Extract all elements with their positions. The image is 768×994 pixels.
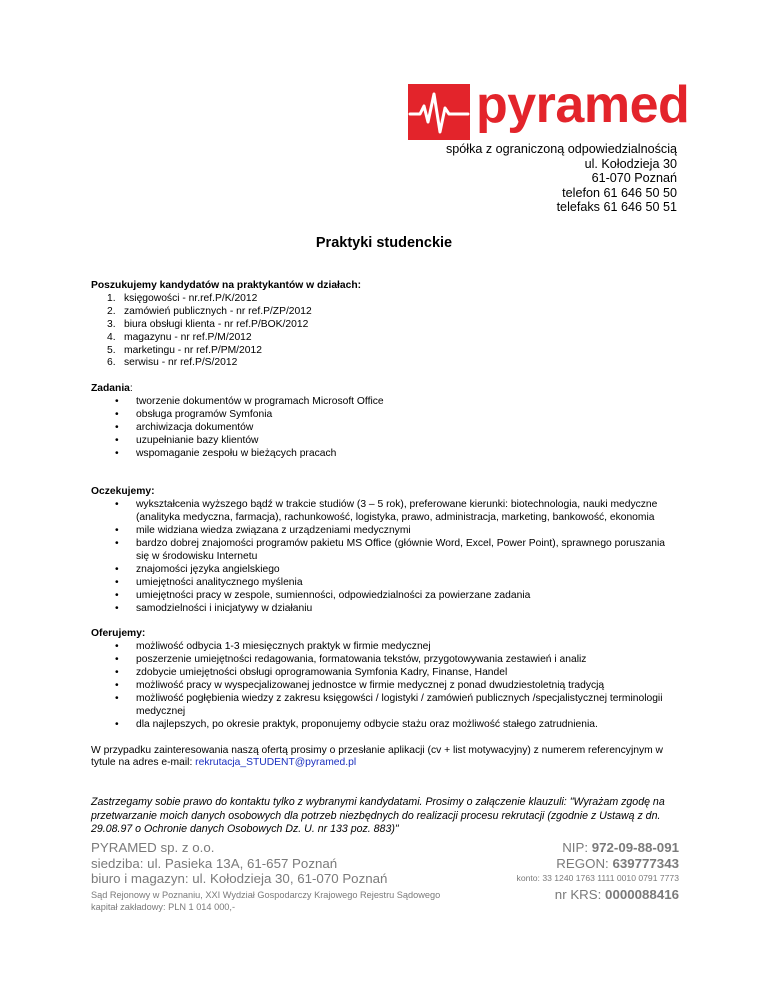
list-item-text: tworzenie dokumentów w programach Microsoft Office — [136, 396, 384, 408]
logo-text: pyramed — [476, 76, 690, 134]
list-item: • umiejętności pracy w zespole, sumienności, odpowiedzialności za powierzane zadania — [115, 589, 531, 601]
list-item — [91, 306, 681, 319]
footer-biuro: biuro i magazyn: ul. Kołodzieja 30, 61-070 Poznań — [91, 871, 388, 886]
list-item: • możliwość odbycia 1-3 miesięcznych praktyk w firmie medycznej — [115, 641, 431, 653]
list-item: • archiwizacja dokumentów — [115, 421, 254, 433]
list-item: • mile widziana wiedza związana z urządzeniami medycznymi — [115, 525, 411, 537]
list-item: • możliwość pracy w wyspecjalizowanej jednostce w firmie medycznej z ponad dwudziestoletnią tradycją — [115, 680, 605, 692]
footer-siedziba: siedziba: ul. Pasieka 13A, 61-657 Poznań — [91, 855, 338, 871]
list-item-text: zdobycie umiejętności obsługi oprogramowania Symfonia Kadry, Finanse, Handel — [136, 667, 508, 679]
pyramed-logo — [408, 76, 690, 140]
list-item-text: archiwizacja dokumentów — [136, 421, 254, 433]
list-item-text: dla najlepszych, po okresie praktyk, proponujemy odbycie stażu oraz możliwość stałego zatrudnienia. — [136, 718, 598, 730]
list-item: • zdobycie umiejętności obsługi oprogramowania Symfonia Kadry, Finanse, Handel — [115, 667, 508, 679]
zadania-heading — [91, 383, 681, 396]
list-item — [91, 293, 681, 306]
company-legal-form: spółka z ograniczoną odpowiedzialnością — [445, 142, 677, 156]
list-item-text: magazynu - nr ref.P/M/2012 — [124, 331, 252, 343]
document-body — [91, 280, 681, 770]
oferujemy-heading: Oferujemy: — [91, 628, 146, 640]
list-item: • uzupełnianie bazy klientów — [115, 434, 259, 446]
list-item-text: możliwość odbycia 1-3 miesięcznych praktyk w firmie medycznej — [136, 641, 431, 653]
list-number: 1. — [107, 292, 116, 304]
list-item-text: obsługa programów Symfonia — [136, 409, 273, 421]
list-item-text: mile widziana wiedza związana z urządzeniami medycznymi — [136, 525, 411, 537]
oczekujemy-heading: Oczekujemy: — [91, 486, 155, 498]
company-fax: telefaks 61 646 50 51 — [556, 200, 677, 214]
list-item-text: biura obsługi klienta - nr ref.P/BOK/2012 — [124, 318, 309, 330]
list-item — [91, 357, 681, 370]
list-item: • wspomaganie zespołu w bieżących pracach — [115, 447, 337, 459]
zadania-list — [91, 396, 681, 461]
consent-clause: Zastrzegamy sobie prawo do kontaktu tylko z wybranymi kandydatami. Prosimy o załączenie klauzuli: "Wyrażam zgodę na przetwarzanie moich danych osobowych dla potrzeb niezbędnych do realizacji procesu rekrutacji (zgodnie z Ustawą z dn. 29.08.97 o Ochronie danych Osobowych Dz. U. nr 133 poz. 883)" — [91, 796, 665, 835]
krs-value: 0000088416 — [605, 886, 679, 902]
list-item-text: wspomaganie zespołu w bieżących pracach — [136, 447, 337, 459]
contact-paragraph — [91, 745, 681, 771]
list-item-text: możliwość pracy w wyspecjalizowanej jednostce w firmie medycznej z ponad dwudziestoletnią tradycją — [136, 680, 605, 692]
page-title: Praktyki studenckie — [315, 235, 453, 251]
company-city: 61-070 Poznań — [591, 171, 677, 185]
list-item — [91, 319, 681, 332]
email-link[interactable]: rekrutacja_STUDENT@pyramed.pl — [195, 757, 357, 769]
list-item: • dla najlepszych, po okresie praktyk, proponujemy odbycie stażu oraz możliwość stałego zatrudnienia. — [115, 718, 598, 730]
company-street: ul. Kołodzieja 30 — [584, 156, 677, 171]
list-item: • obsługa programów Symfonia — [115, 409, 273, 421]
list-item: • poszerzenie umiejętności redagowania, formatowania tekstów, przygotowywania zestawień i analiz — [115, 654, 587, 666]
footer-krs — [517, 887, 679, 903]
list-item: • samodzielności i inicjatywy w działaniu — [115, 602, 313, 614]
company-phone: telefon 61 646 50 50 — [562, 185, 677, 200]
list-item-text: uzupełnianie bazy klientów — [136, 434, 259, 446]
poszukujemy-heading: Poszukujemy kandydatów na praktykantów w działach: — [91, 280, 362, 291]
nip-label: NIP: — [562, 840, 592, 855]
list-item — [91, 345, 681, 358]
list-item-text: poszerzenie umiejętności redagowania, formatowania tekstów, przygotowywania zestawień i analiz — [136, 654, 587, 666]
footer-kapital: kapitał zakładowy: PLN 1 014 000,- — [91, 901, 236, 912]
list-item: • możliwość pogłębienia wiedzy z zakresu księgowści / logistyki / zamówień publicznych /specjalistycznej terminologii medycznej — [115, 692, 663, 717]
regon-label: REGON: — [556, 855, 613, 871]
zadania-heading-text: Zadania — [91, 383, 130, 395]
list-item: • bardzo dobrej znajomości programów pakietu MS Office (głównie Word, Excel, Power Point), sprawnego poruszania się w środowisku Internetu — [115, 538, 666, 562]
heartbeat-pulse-icon — [408, 84, 470, 140]
oczekujemy-list — [91, 499, 681, 615]
footer-nip — [517, 840, 679, 856]
list-item: • tworzenie dokumentów w programach Microsoft Office — [115, 396, 384, 408]
list-item-text: serwisu - nr ref.P/S/2012 — [124, 357, 238, 369]
footer-regon — [517, 856, 679, 872]
company-address — [446, 142, 677, 215]
list-item: • umiejętności analitycznego myślenia — [115, 576, 303, 588]
list-item-text: samodzielności i inicjatywy w działaniu — [136, 602, 313, 614]
regon-value: 639777343 — [612, 855, 679, 871]
list-item-text: znajomości języka angielskiego — [136, 563, 280, 575]
footer-left — [91, 840, 440, 913]
footer-konto: konto: 33 1240 1763 1111 0010 0791 7773 — [516, 873, 679, 883]
footer-company-name: PYRAMED sp. z o.o. — [91, 840, 215, 855]
oferujemy-list — [91, 641, 681, 731]
list-item-text: umiejętności analitycznego myślenia — [136, 576, 303, 588]
list-number: 2. — [107, 305, 116, 317]
list-item-text: bardzo dobrej znajomości programów pakietu MS Office (głównie Word, Excel, Power Point), sprawnego poruszania się w środowisku Internetu — [136, 538, 666, 562]
list-item-text: umiejętności pracy w zespole, sumienności, odpowiedzialności za powierzane zadania — [136, 589, 531, 601]
list-item: • znajomości języka angielskiego — [115, 563, 280, 575]
contact-text: W przypadku zainteresowania naszą ofertą prosimy o przesłanie aplikacji (cv + list motywacyjny) z numerem referencyjnym w tytule na adres e-mail: — [91, 744, 663, 769]
footer-right — [517, 840, 679, 902]
footer-sad: Sąd Rejonowy w Poznaniu, XXI Wydział Gospodarczy Krajowego Rejestru Sądowego — [91, 889, 441, 900]
list-item-text: marketingu - nr ref.P/PM/2012 — [124, 344, 262, 356]
departments-list — [91, 293, 681, 370]
list-number: 4. — [107, 331, 116, 343]
list-number: 5. — [107, 344, 116, 356]
list-item-text: możliwość pogłębienia wiedzy z zakresu księgowści / logistyki / zamówień publicznych /specjalistycznej terminologii medycznej — [136, 692, 663, 717]
krs-label: nr KRS: — [554, 886, 606, 902]
list-item: • wykształcenia wyższego bądź w trakcie studiów (3 – 5 rok), preferowane kierunki: biotechnologia, nauki medyczne (analityka medyczna, farmacja), rachunkowość, logistyka, prawo, administracja, marketing, bankowość, ekonomia — [115, 499, 658, 524]
list-number: 6. — [107, 357, 116, 369]
list-item-text: zamówień publicznych - nr ref.P/ZP/2012 — [124, 305, 312, 317]
list-item-text: księgowości - nr.ref.P/K/2012 — [124, 292, 258, 304]
zadania-colon: : — [129, 383, 133, 395]
list-item — [91, 332, 681, 345]
list-item-text: wykształcenia wyższego bądź w trakcie studiów (3 – 5 rok), preferowane kierunki: biotechnologia, nauki medyczne (analityka medyczna, farmacja), rachunkowość, logistyka, prawo, administracja, marketing, bankowość, ekonomia — [136, 499, 658, 524]
list-number: 3. — [107, 318, 116, 330]
nip-value: 972-09-88-091 — [591, 840, 679, 855]
